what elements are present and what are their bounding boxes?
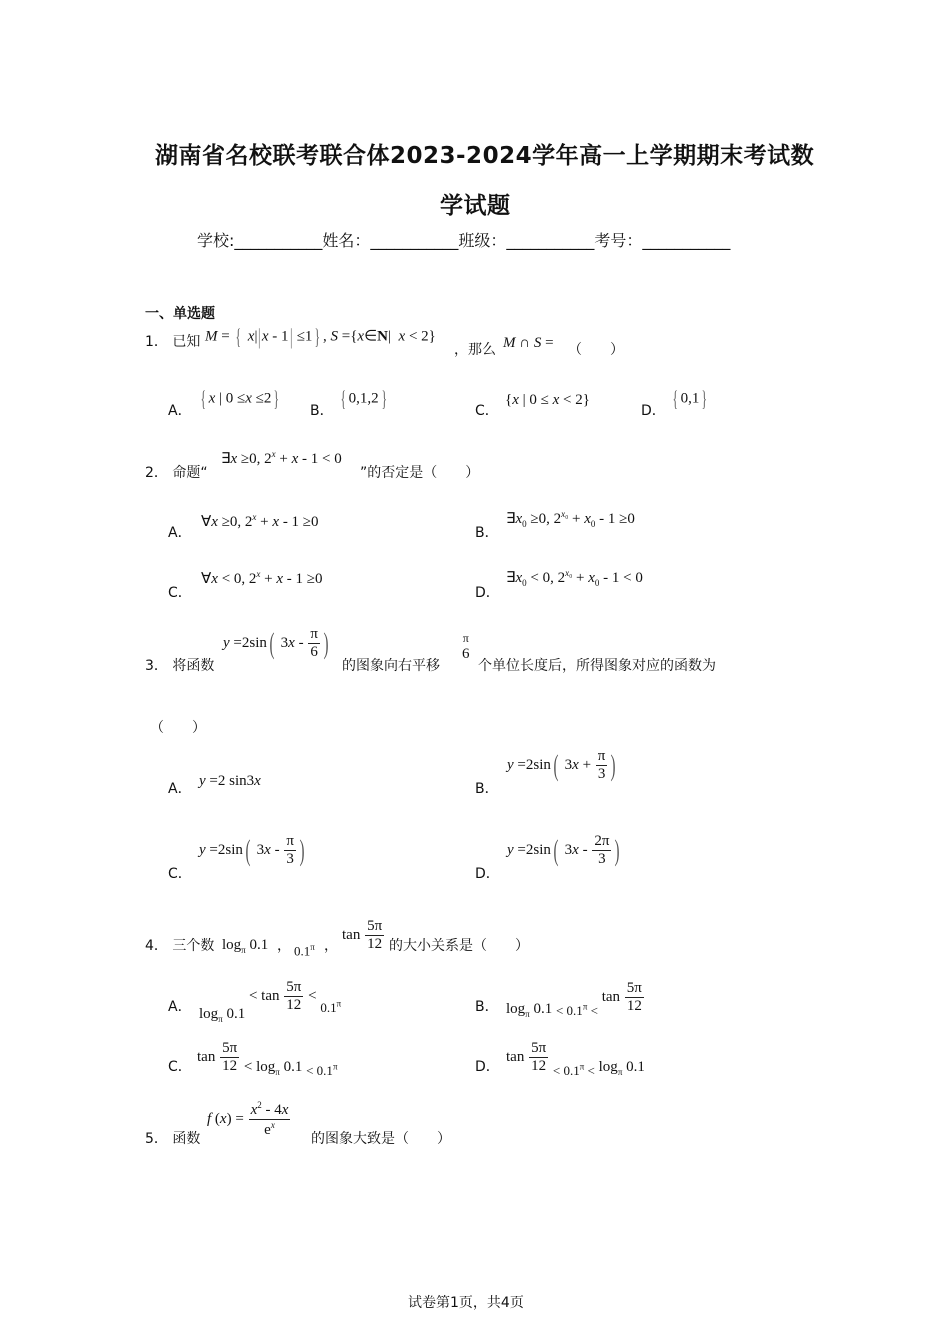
q3-connector: 的图象向右平移 — [342, 658, 440, 674]
page-title-line1: 湖南省名校联考联合体2023-2024学年高一上学期期末考试数 — [155, 143, 815, 169]
q3-math-shift: π 6 — [462, 631, 470, 662]
q2-option-c: ∀x < 0, $2^x + x - 1 \ge 0$ — [201, 569, 323, 587]
q4-math-c: tan $\frac{5\pi}{12}$ — [342, 918, 383, 953]
question-text-suffix: ”的否定是（ ） — [360, 465, 480, 481]
question-2 — [145, 462, 208, 482]
section-heading: 一、单选题 — [145, 306, 215, 322]
question-text: 三个数 — [172, 938, 215, 954]
question-3 — [145, 655, 214, 675]
q2-option-a: ∀x ≥0, $2^x + x - 1 \ge 0$ — [201, 512, 319, 530]
q2-option-c-label: C． — [168, 585, 192, 601]
question-text-suffix: 的图象大致是（ ） — [311, 1131, 451, 1147]
q2-option-d: $\exists x_0 < 0$, $2^{x_0} + x_0 - 1 < 0$ — [506, 568, 643, 588]
q1-option-b: { 0,1,2 } — [340, 386, 387, 411]
student-info-line: 学校:___________姓名：___________班级：___________考号：___________ — [197, 231, 731, 250]
question-text-suffix: 的大小关系是（ ） — [389, 938, 529, 954]
q4-option-a-label: A． — [168, 999, 192, 1015]
answer-bracket: （ ） — [568, 342, 624, 358]
q1-option-b-label: B． — [310, 403, 334, 419]
q1-option-c-label: C． — [475, 403, 499, 419]
q2-option-b-label: B． — [475, 525, 499, 541]
q4-math-b: $0.1^\pi$ — [294, 942, 315, 959]
q1-option-c: {x | 0 ≤ x < 2} — [505, 392, 590, 408]
question-text: 已知 — [172, 334, 201, 350]
q1-math-expression: M ∩ S = — [503, 335, 554, 351]
q4-option-d: tan $\frac{5\pi}{12}$ < $0.1^\pi < \log_\pi 0.1$ — [506, 1040, 645, 1079]
q4-option-a: $\log_\pi 0.1 < \tan$ $\frac{5\pi}{12}$ < $0.1^\pi$ — [199, 979, 342, 1025]
page-title-line2: 学试题 — [440, 193, 511, 219]
q1-connector: ，那么 — [454, 342, 496, 358]
q3-option-c-label: C． — [168, 866, 192, 882]
question-number: 2． — [145, 465, 168, 481]
q2-option-a-label: A． — [168, 525, 192, 541]
question-1 — [145, 330, 200, 354]
q2-option-b: $\exists x_0 \ge 0$, $2^{x_0} + x_0 - 1 \ge 0$ — [506, 509, 635, 529]
answer-bracket: （ ） — [150, 720, 206, 736]
q2-option-d-label: D． — [475, 585, 500, 601]
q3-option-d: y =2sin( 3x - $\frac{2\pi}{3}$ ) — [507, 833, 620, 868]
q5-math: f (x) = $\frac{x^2 - 4x}{e^x}$ — [207, 1100, 289, 1139]
question-number: 5． — [145, 1131, 168, 1147]
question-number: 4． — [145, 938, 168, 954]
q4-option-c: tan $\frac{5\pi}{12}$ < $\log_\pi 0.1 < 0.1^\pi$ — [197, 1040, 338, 1079]
q1-option-d-label: D． — [641, 403, 666, 419]
q4-math-a: $\log_\pi 0.1$ — [222, 937, 269, 955]
question-text-suffix: 个单位长度后，所得图象对应的函数为 — [478, 658, 716, 674]
question-text: 函数 — [172, 1131, 201, 1147]
q4-option-d-label: D． — [475, 1059, 500, 1075]
q3-option-a-label: A． — [168, 781, 192, 797]
q1-math-set-M: M = { x||x - 1| ≤1 } , S ={x∈N| x < 2} — [205, 324, 436, 349]
question-5 — [145, 1128, 200, 1148]
q3-option-a: y =2 sin3x — [199, 773, 261, 789]
question-number: 3． — [145, 658, 168, 674]
q1-option-a: { x | 0 ≤x ≤2 } — [200, 386, 280, 411]
q3-option-b: y =2sin( 3x + $\frac{\pi}{3}$ ) — [507, 748, 616, 783]
q3-option-c: y =2sin( 3x - $\frac{\pi}{3}$ ) — [199, 833, 305, 868]
q4-separator-2: ， — [324, 938, 338, 954]
q1-option-d: { 0,1 } — [672, 386, 708, 411]
q1-option-a-label: A． — [168, 403, 192, 419]
q3-option-d-label: D． — [475, 866, 500, 882]
question-text: 命题“ — [172, 465, 208, 481]
q3-math-function: y =2sin( 3x - $\frac{\pi}{6}$ ) — [223, 626, 329, 661]
q4-separator-1: ， — [277, 938, 291, 954]
q4-option-c-label: C． — [168, 1059, 192, 1075]
q4-option-b: $\log_\pi 0.1 < 0.1^\pi < \tan$ $\frac{5\pi}{12}$ — [506, 980, 642, 1020]
q4-option-b-label: B． — [475, 999, 499, 1015]
q2-math: ∃x ≥0, $2^x + x - 1 < 0$ — [221, 449, 342, 467]
q3-option-b-label: B． — [475, 781, 499, 797]
page-footer: 试卷第1页，共4页 — [408, 1295, 524, 1311]
question-4 — [145, 935, 214, 955]
question-number: 1． — [145, 334, 168, 350]
question-text: 将函数 — [172, 658, 215, 674]
